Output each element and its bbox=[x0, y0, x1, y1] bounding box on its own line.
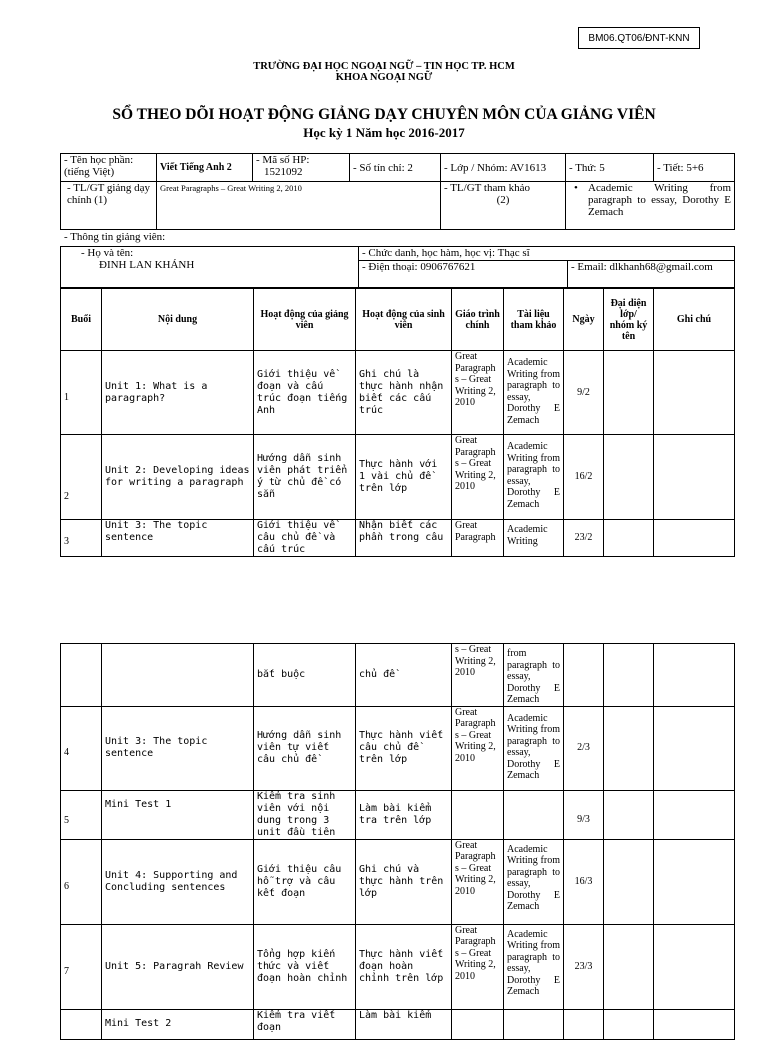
row-rep bbox=[604, 644, 654, 707]
row-student-activity: Nhận biết các phần trong câu bbox=[356, 520, 452, 557]
row-student-activity: Ghi chú và thực hành trên lớp bbox=[356, 839, 452, 924]
row-textbook bbox=[452, 790, 504, 839]
row-reference: Academic Writing from paragraph to essay, Dorothy E Zemach bbox=[504, 839, 564, 924]
row-content: Mini Test 2 bbox=[102, 1009, 254, 1039]
row-lecturer-activity: Giới thiệu về đoạn và cấu trúc đoạn tiếng Anh bbox=[254, 351, 356, 435]
row-date: 2/3 bbox=[564, 706, 604, 790]
lecturer-info-table bbox=[60, 246, 735, 288]
row-reference: from paragraph to essay, Dorothy E Zemach bbox=[504, 644, 564, 707]
row-student-activity: Thực hành với 1 vài chủ đề trên lớp bbox=[356, 435, 452, 520]
schedule-header-row bbox=[61, 289, 735, 351]
row-reference: Academic Writing from paragraph to essay, Dorothy E Zemach bbox=[504, 924, 564, 1009]
course-code-label: - Mã số HP: bbox=[256, 154, 310, 166]
row-student-activity: Làm bài kiểm tra trên lớp bbox=[356, 790, 452, 839]
row-textbook: Great Paragraph s – Great Writing 2, 2010 bbox=[452, 924, 504, 1009]
lecturer-email: - Email: dlkhanh68@gmail.com bbox=[568, 261, 735, 288]
row-rep bbox=[604, 706, 654, 790]
table-row bbox=[61, 790, 735, 839]
table-row bbox=[61, 435, 735, 520]
bullet-icon: • bbox=[574, 182, 578, 194]
reference-number: (2) bbox=[496, 194, 510, 206]
course-code-value: 1521092 bbox=[264, 166, 303, 178]
session-number: 4 bbox=[61, 706, 102, 790]
row-content: Mini Test 1 bbox=[102, 790, 254, 839]
session-number: 2 bbox=[61, 435, 102, 520]
lecturer-title: - Chức danh, học hàm, học vị: Thạc sĩ bbox=[359, 247, 735, 261]
row-rep bbox=[604, 351, 654, 435]
course-weekday: - Thứ: 5 bbox=[566, 154, 654, 182]
header-content: Nội dung bbox=[102, 289, 254, 351]
row-lecturer-activity: Hướng dẫn sinh viên phát triển ý từ chủ đề có sẵn bbox=[254, 435, 356, 520]
course-period: - Tiết: 5+6 bbox=[654, 154, 735, 182]
session-number bbox=[61, 644, 102, 707]
table-row bbox=[61, 351, 735, 435]
session-number: 6 bbox=[61, 839, 102, 924]
row-content: Unit 3: The topic sentence bbox=[102, 706, 254, 790]
row-reference: Academic Writing bbox=[504, 520, 564, 557]
header-date: Ngày bbox=[564, 289, 604, 351]
document-title: SỔ THEO DÕI HOẠT ĐỘNG GIẢNG DẠY CHUYÊN MÔN CỦA GIẢNG VIÊN bbox=[112, 106, 656, 123]
course-name-label: - Tên học phần: (tiếng Việt) bbox=[61, 154, 157, 182]
row-textbook: Great Paragraph s – Great Writing 2, 2010 bbox=[452, 706, 504, 790]
row-lecturer-activity: Giới thiệu về câu chủ đề và cấu trúc bbox=[254, 520, 356, 557]
row-content bbox=[102, 644, 254, 707]
header-student-activity: Hoạt động của sinh viên bbox=[356, 289, 452, 351]
table-row bbox=[61, 706, 735, 790]
row-lecturer-activity: Kiểm tra viết đoạn bbox=[254, 1009, 356, 1039]
row-note bbox=[654, 706, 735, 790]
row-note bbox=[654, 351, 735, 435]
row-note bbox=[654, 790, 735, 839]
lecturer-phone: - Điện thoại: 0906767621 bbox=[359, 261, 568, 288]
course-name-value: Viết Tiếng Anh 2 bbox=[157, 154, 253, 182]
schedule-table-page-2 bbox=[60, 643, 735, 1040]
row-student-activity: chủ đề bbox=[356, 644, 452, 707]
row-date bbox=[564, 644, 604, 707]
header-reference: Tài liệu tham khảo bbox=[504, 289, 564, 351]
document-subtitle: Học kỳ 1 Năm học 2016-2017 bbox=[303, 125, 465, 140]
session-number: 1 bbox=[61, 351, 102, 435]
school-name: TRƯỜNG ĐẠI HỌC NGOẠI NGỮ – TIN HỌC TP. HCM bbox=[253, 61, 515, 72]
row-content: Unit 1: What is a paragraph? bbox=[102, 351, 254, 435]
table-row bbox=[61, 520, 735, 557]
row-reference: Academic Writing from paragraph to essay, Dorothy E Zemach bbox=[504, 351, 564, 435]
lecturer-name-value: ĐINH LAN KHÁNH bbox=[99, 259, 195, 271]
row-reference bbox=[504, 790, 564, 839]
row-lecturer-activity: Hướng dẫn sinh viên tự viết câu chủ đề bbox=[254, 706, 356, 790]
course-code-cell bbox=[253, 154, 350, 182]
table-row bbox=[61, 1009, 735, 1039]
lecturer-section-label: - Thông tin giảng viên: bbox=[64, 231, 166, 243]
row-lecturer-activity: bắt buộc bbox=[254, 644, 356, 707]
row-textbook: Great Paragraph s – Great Writing 2, 2010 bbox=[452, 839, 504, 924]
main-text-value: Great Paragraphs – Great Writing 2, 2010 bbox=[157, 182, 441, 230]
row-date: 16/3 bbox=[564, 839, 604, 924]
row-textbook: Great Paragraph s – Great Writing 2, 2010 bbox=[452, 435, 504, 520]
session-number: 5 bbox=[61, 790, 102, 839]
row-rep bbox=[604, 435, 654, 520]
row-textbook: Great Paragraph s – Great Writing 2, 2010 bbox=[452, 351, 504, 435]
header-lecturer-activity: Hoạt động của giảng viên bbox=[254, 289, 356, 351]
row-lecturer-activity: Giới thiệu câu hỗ trợ và câu kết đoạn bbox=[254, 839, 356, 924]
row-note bbox=[654, 435, 735, 520]
header-note: Ghi chú bbox=[654, 289, 735, 351]
row-rep bbox=[604, 790, 654, 839]
row-reference bbox=[504, 1009, 564, 1039]
row-date: 9/3 bbox=[564, 790, 604, 839]
faculty-name: KHOA NGOẠI NGỮ bbox=[335, 72, 433, 83]
row-date: 9/2 bbox=[564, 351, 604, 435]
row-student-activity: Làm bài kiểm bbox=[356, 1009, 452, 1039]
row-date: 23/3 bbox=[564, 924, 604, 1009]
course-credits: - Số tín chỉ: 2 bbox=[350, 154, 441, 182]
table-row bbox=[61, 644, 735, 707]
reference-bullet-row bbox=[574, 182, 731, 218]
reference-label: - TL/GT tham khảo bbox=[444, 182, 531, 194]
table-row bbox=[61, 839, 735, 924]
table-row bbox=[61, 924, 735, 1009]
row-note bbox=[654, 644, 735, 707]
course-info-table bbox=[60, 153, 735, 230]
row-date bbox=[564, 1009, 604, 1039]
lecturer-name-label: - Họ và tên: bbox=[81, 247, 134, 259]
session-number: 7 bbox=[61, 924, 102, 1009]
row-note bbox=[654, 839, 735, 924]
header-session: Buổi bbox=[61, 289, 102, 351]
row-reference: Academic Writing from paragraph to essay, Dorothy E Zemach bbox=[504, 706, 564, 790]
row-student-activity: Ghi chú là thực hành nhận biết các cấu trúc bbox=[356, 351, 452, 435]
row-student-activity: Thực hành viết câu chủ đề trên lớp bbox=[356, 706, 452, 790]
row-textbook: s – Great Writing 2, 2010 bbox=[452, 644, 504, 707]
reference-value: Academic Writing from paragraph to essay, Dorothy E Zemach bbox=[588, 182, 731, 218]
row-textbook: Great Paragraph bbox=[452, 520, 504, 557]
row-textbook bbox=[452, 1009, 504, 1039]
form-code: BM06.QT06/ĐNT-KNN bbox=[578, 27, 700, 49]
row-date: 16/2 bbox=[564, 435, 604, 520]
row-content: Unit 2: Developing ideas for writing a paragraph bbox=[102, 435, 254, 520]
row-lecturer-activity: Kiểm tra sinh viên với nội dung trong 3 unit đầu tiên bbox=[254, 790, 356, 839]
reference-value-cell bbox=[566, 182, 735, 230]
row-rep bbox=[604, 839, 654, 924]
row-note bbox=[654, 520, 735, 557]
row-note bbox=[654, 1009, 735, 1039]
row-note bbox=[654, 924, 735, 1009]
row-rep bbox=[604, 1009, 654, 1039]
session-number: 3 bbox=[61, 520, 102, 557]
row-reference: Academic Writing from paragraph to essay, Dorothy E Zemach bbox=[504, 435, 564, 520]
reference-cell bbox=[441, 182, 566, 230]
header-textbook: Giáo trình chính bbox=[452, 289, 504, 351]
row-content: Unit 3: The topic sentence bbox=[102, 520, 254, 557]
row-rep bbox=[604, 924, 654, 1009]
row-content: Unit 5: Paragrah Review bbox=[102, 924, 254, 1009]
schedule-table-page-1 bbox=[60, 288, 735, 557]
row-content: Unit 4: Supporting and Concluding sentences bbox=[102, 839, 254, 924]
main-text-label: - TL/GT giảng dạy chính (1) bbox=[61, 182, 157, 230]
header-rep: Đại diện lớp/ nhóm ký tên bbox=[604, 289, 654, 351]
session-number bbox=[61, 1009, 102, 1039]
row-rep bbox=[604, 520, 654, 557]
row-lecturer-activity: Tổng hợp kiến thức và viết đoạn hoàn chỉnh bbox=[254, 924, 356, 1009]
lecturer-name-cell bbox=[61, 247, 359, 288]
course-class: - Lớp / Nhóm: AV1613 bbox=[441, 154, 566, 182]
row-date: 23/2 bbox=[564, 520, 604, 557]
row-student-activity: Thực hành viết đoạn hoàn chỉnh trên lớp bbox=[356, 924, 452, 1009]
